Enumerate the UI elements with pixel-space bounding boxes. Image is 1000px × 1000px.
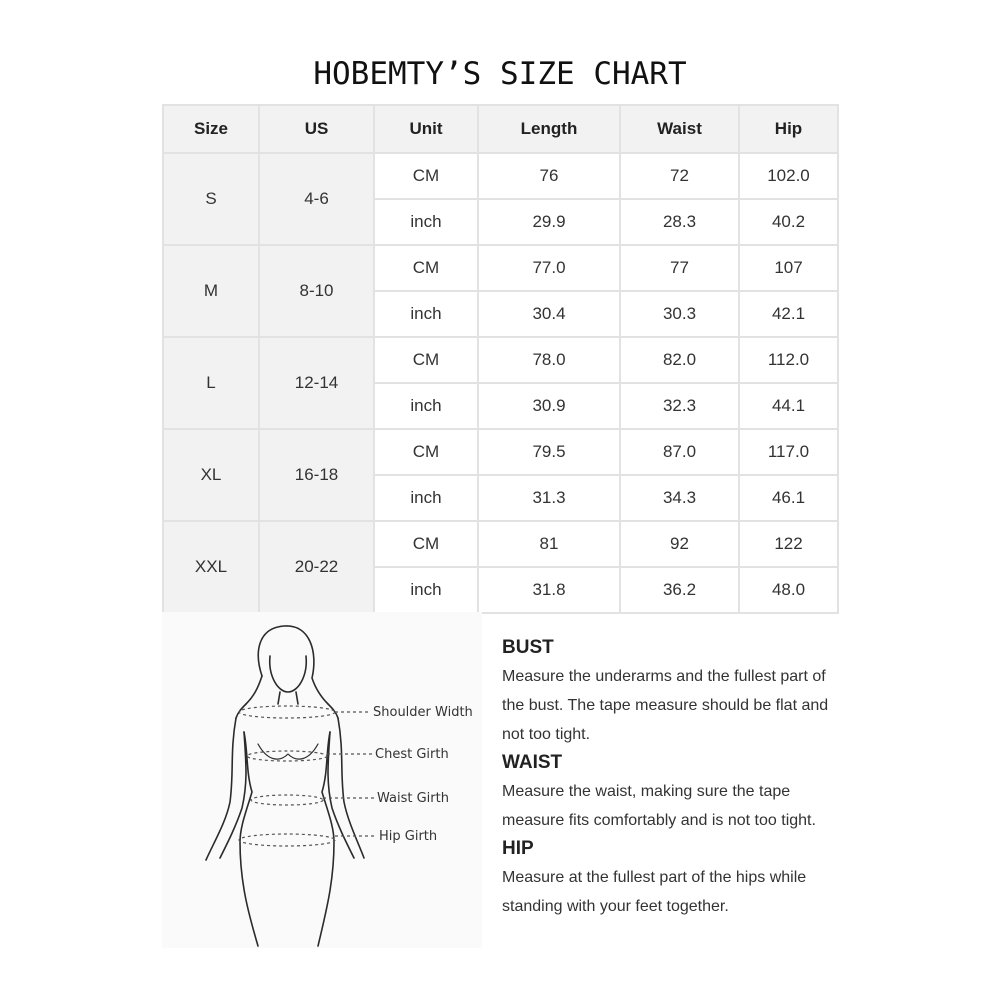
waist-cell: 36.2: [620, 567, 739, 613]
table-row: [163, 337, 838, 383]
measurement-figure-panel: [162, 612, 482, 948]
table-row: [163, 153, 838, 199]
size-cell: L: [163, 337, 259, 429]
hip-cell: 40.2: [739, 199, 838, 245]
length-cell: 30.9: [478, 383, 620, 429]
waist-girth-label: Waist Girth: [377, 791, 449, 806]
us-size-cell: 8-10: [259, 245, 374, 337]
bust-description: Measure the underarms and the fullest part of the bust. The tape measure should be flat and not too tight.: [502, 668, 829, 743]
header-length: Length: [478, 105, 620, 153]
length-cell: 31.8: [478, 567, 620, 613]
hip-cell: 44.1: [739, 383, 838, 429]
waist-cell: 28.3: [620, 199, 739, 245]
shoulder-width-label: Shoulder Width: [373, 705, 473, 720]
unit-cell: CM: [374, 153, 478, 199]
us-size-cell: 4-6: [259, 153, 374, 245]
unit-cell: CM: [374, 337, 478, 383]
header-us: US: [259, 105, 374, 153]
measurement-guide: [502, 634, 842, 921]
unit-cell: CM: [374, 245, 478, 291]
table-row: [163, 429, 838, 475]
page-title: HOBEMTY’S SIZE CHART: [313, 56, 687, 92]
header-unit: Unit: [374, 105, 478, 153]
hip-cell: 48.0: [739, 567, 838, 613]
length-cell: 29.9: [478, 199, 620, 245]
size-cell: M: [163, 245, 259, 337]
unit-cell: inch: [374, 383, 478, 429]
waist-description: Measure the waist, making sure the tape measure fits comfortably and is not too tight.: [502, 783, 816, 829]
unit-cell: inch: [374, 567, 478, 613]
length-cell: 77.0: [478, 245, 620, 291]
length-cell: 81: [478, 521, 620, 567]
table-row: [163, 245, 838, 291]
unit-cell: inch: [374, 475, 478, 521]
hip-cell: 112.0: [739, 337, 838, 383]
waist-cell: 30.3: [620, 291, 739, 337]
waist-heading: WAIST: [502, 752, 563, 773]
waist-cell: 92: [620, 521, 739, 567]
hip-cell: 102.0: [739, 153, 838, 199]
hip-cell: 122: [739, 521, 838, 567]
hip-cell: 117.0: [739, 429, 838, 475]
us-size-cell: 12-14: [259, 337, 374, 429]
hip-cell: 107: [739, 245, 838, 291]
waist-cell: 82.0: [620, 337, 739, 383]
header-hip: Hip: [739, 105, 838, 153]
table-row: [163, 521, 838, 567]
waist-cell: 32.3: [620, 383, 739, 429]
size-cell: S: [163, 153, 259, 245]
length-cell: 30.4: [478, 291, 620, 337]
hip-description: Measure at the fullest part of the hips while standing with your feet together.: [502, 869, 807, 915]
waist-cell: 87.0: [620, 429, 739, 475]
unit-cell: CM: [374, 429, 478, 475]
hip-cell: 42.1: [739, 291, 838, 337]
size-chart-table: [162, 104, 839, 614]
waist-cell: 72: [620, 153, 739, 199]
header-size: Size: [163, 105, 259, 153]
length-cell: 78.0: [478, 337, 620, 383]
length-cell: 76: [478, 153, 620, 199]
size-cell: XXL: [163, 521, 259, 613]
waist-cell: 77: [620, 245, 739, 291]
length-cell: 79.5: [478, 429, 620, 475]
table-header-row: [163, 105, 838, 153]
unit-cell: CM: [374, 521, 478, 567]
bust-heading: BUST: [502, 637, 554, 658]
hip-heading: HIP: [502, 838, 534, 859]
us-size-cell: 20-22: [259, 521, 374, 613]
unit-cell: inch: [374, 291, 478, 337]
size-cell: XL: [163, 429, 259, 521]
waist-cell: 34.3: [620, 475, 739, 521]
us-size-cell: 16-18: [259, 429, 374, 521]
header-waist: Waist: [620, 105, 739, 153]
hip-girth-label: Hip Girth: [379, 829, 438, 844]
body-measurement-figure-icon: [162, 612, 482, 948]
unit-cell: inch: [374, 199, 478, 245]
length-cell: 31.3: [478, 475, 620, 521]
chest-girth-label: Chest Girth: [375, 747, 449, 762]
hip-cell: 46.1: [739, 475, 838, 521]
